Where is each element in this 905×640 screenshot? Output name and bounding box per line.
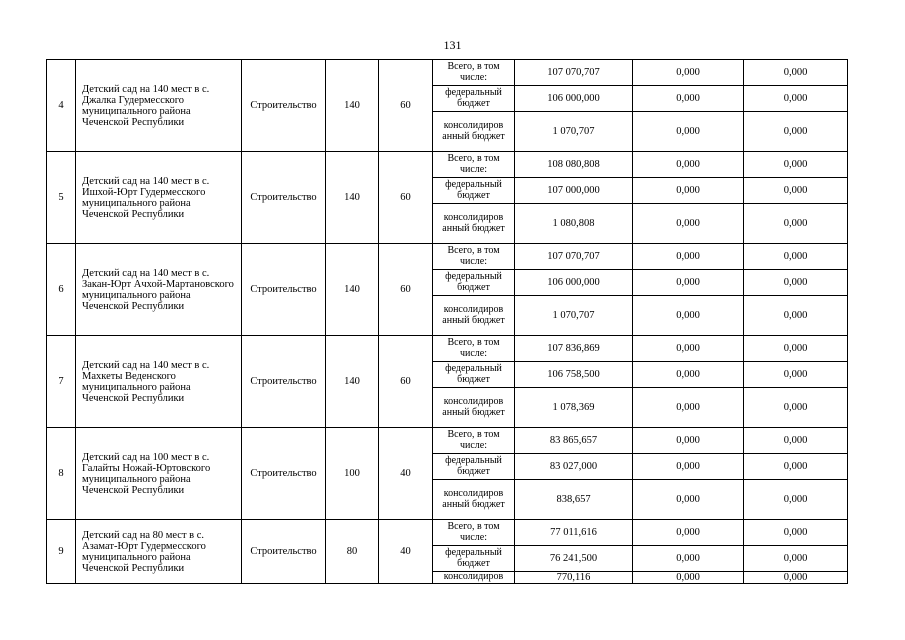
amount-year-3: 0,000	[744, 454, 848, 480]
amount-total: 83 027,000	[515, 454, 633, 480]
amount-year-3: 0,000	[744, 336, 848, 362]
row-number: 6	[47, 244, 76, 336]
amount-year-2: 0,000	[633, 520, 744, 546]
amount-year-3: 0,000	[744, 152, 848, 178]
funding-source: консолидиров анный бюджет	[433, 204, 515, 244]
work-type: Строительство	[242, 336, 326, 428]
amount-year-2: 0,000	[633, 546, 744, 572]
amount-total: 1 080,808	[515, 204, 633, 244]
amount-total: 106 000,000	[515, 270, 633, 296]
row-number: 8	[47, 428, 76, 520]
amount-year-3: 0,000	[744, 112, 848, 152]
amount-total: 83 865,657	[515, 428, 633, 454]
funding-source: консолидиров анный бюджет	[433, 112, 515, 152]
amount-total: 770,116	[515, 572, 633, 584]
amount-total: 107 000,000	[515, 178, 633, 204]
object-name: Детский сад на 140 мест в с. Закан-Юрт Ачхой-Мартановского муниципального района Чеченской Республики	[76, 244, 242, 336]
funding-source: федеральный бюджет	[433, 178, 515, 204]
work-type: Строительство	[242, 520, 326, 584]
object-name: Детский сад на 140 мест в с. Махкеты Веденского муниципального района Чеченской Республики	[76, 336, 242, 428]
capacity-value: 140	[326, 336, 379, 428]
capacity-value: 80	[326, 520, 379, 584]
amount-year-2: 0,000	[633, 388, 744, 428]
secondary-value: 60	[379, 60, 433, 152]
capacity-value: 100	[326, 428, 379, 520]
amount-year-3: 0,000	[744, 204, 848, 244]
table-row	[47, 244, 848, 270]
amount-year-3: 0,000	[744, 546, 848, 572]
secondary-value: 40	[379, 428, 433, 520]
row-number: 4	[47, 60, 76, 152]
funding-source: консолидиров анный бюджет	[433, 388, 515, 428]
capacity-value: 140	[326, 152, 379, 244]
table-row	[47, 520, 848, 546]
amount-year-2: 0,000	[633, 86, 744, 112]
amount-year-3: 0,000	[744, 296, 848, 336]
funding-source: Всего, в том числе:	[433, 428, 515, 454]
object-name: Детский сад на 80 мест в с. Азамат-Юрт Гудермесского муниципального района Чеченской Республики	[76, 520, 242, 584]
capacity-value: 140	[326, 60, 379, 152]
amount-year-2: 0,000	[633, 244, 744, 270]
amount-year-2: 0,000	[633, 60, 744, 86]
amount-year-2: 0,000	[633, 572, 744, 584]
secondary-value: 40	[379, 520, 433, 584]
row-number: 9	[47, 520, 76, 584]
secondary-value: 60	[379, 244, 433, 336]
amount-year-3: 0,000	[744, 178, 848, 204]
funding-source: консолидиров анный бюджет	[433, 480, 515, 520]
work-type: Строительство	[242, 152, 326, 244]
funding-source: консолидиров	[433, 572, 515, 584]
funding-source: Всего, в том числе:	[433, 60, 515, 86]
funding-source: Всего, в том числе:	[433, 520, 515, 546]
object-name: Детский сад на 140 мест в с. Ишхой-Юрт Гудермесского муниципального района Чеченской Республики	[76, 152, 242, 244]
funding-source: Всего, в том числе:	[433, 152, 515, 178]
amount-year-2: 0,000	[633, 428, 744, 454]
row-number: 7	[47, 336, 76, 428]
amount-total: 107 070,707	[515, 60, 633, 86]
amount-year-3: 0,000	[744, 520, 848, 546]
amount-year-3: 0,000	[744, 270, 848, 296]
work-type: Строительство	[242, 244, 326, 336]
amount-year-3: 0,000	[744, 60, 848, 86]
object-name: Детский сад на 100 мест в с. Галайты Ножай-Юртовского муниципального района Чеченской Республики	[76, 428, 242, 520]
table-row	[47, 428, 848, 454]
amount-year-3: 0,000	[744, 572, 848, 584]
amount-total: 1 070,707	[515, 296, 633, 336]
budget-table	[46, 59, 848, 584]
funding-source: консолидиров анный бюджет	[433, 296, 515, 336]
amount-year-3: 0,000	[744, 428, 848, 454]
secondary-value: 60	[379, 336, 433, 428]
amount-total: 76 241,500	[515, 546, 633, 572]
amount-total: 1 070,707	[515, 112, 633, 152]
amount-year-3: 0,000	[744, 244, 848, 270]
table-row	[47, 336, 848, 362]
amount-year-3: 0,000	[744, 480, 848, 520]
amount-year-2: 0,000	[633, 480, 744, 520]
funding-source: федеральный бюджет	[433, 270, 515, 296]
work-type: Строительство	[242, 60, 326, 152]
amount-total: 106 000,000	[515, 86, 633, 112]
secondary-value: 60	[379, 152, 433, 244]
funding-source: Всего, в том числе:	[433, 244, 515, 270]
amount-total: 107 836,869	[515, 336, 633, 362]
amount-total: 1 078,369	[515, 388, 633, 428]
amount-year-3: 0,000	[744, 86, 848, 112]
amount-year-2: 0,000	[633, 454, 744, 480]
amount-total: 106 758,500	[515, 362, 633, 388]
amount-year-3: 0,000	[744, 362, 848, 388]
object-name: Детский сад на 140 мест в с. Джалка Гудермесского муниципального района Чеченской Республики	[76, 60, 242, 152]
funding-source: Всего, в том числе:	[433, 336, 515, 362]
amount-year-2: 0,000	[633, 112, 744, 152]
row-number: 5	[47, 152, 76, 244]
amount-year-2: 0,000	[633, 152, 744, 178]
amount-year-3: 0,000	[744, 388, 848, 428]
table-row	[47, 60, 848, 86]
amount-total: 838,657	[515, 480, 633, 520]
work-type: Строительство	[242, 428, 326, 520]
amount-year-2: 0,000	[633, 336, 744, 362]
amount-year-2: 0,000	[633, 178, 744, 204]
funding-source: федеральный бюджет	[433, 454, 515, 480]
amount-total: 77 011,616	[515, 520, 633, 546]
funding-source: федеральный бюджет	[433, 546, 515, 572]
amount-year-2: 0,000	[633, 362, 744, 388]
amount-total: 108 080,808	[515, 152, 633, 178]
funding-source: федеральный бюджет	[433, 86, 515, 112]
amount-year-2: 0,000	[633, 270, 744, 296]
capacity-value: 140	[326, 244, 379, 336]
page-number: 131	[443, 38, 462, 52]
amount-year-2: 0,000	[633, 204, 744, 244]
table-row	[47, 152, 848, 178]
amount-year-2: 0,000	[633, 296, 744, 336]
funding-source: федеральный бюджет	[433, 362, 515, 388]
amount-total: 107 070,707	[515, 244, 633, 270]
